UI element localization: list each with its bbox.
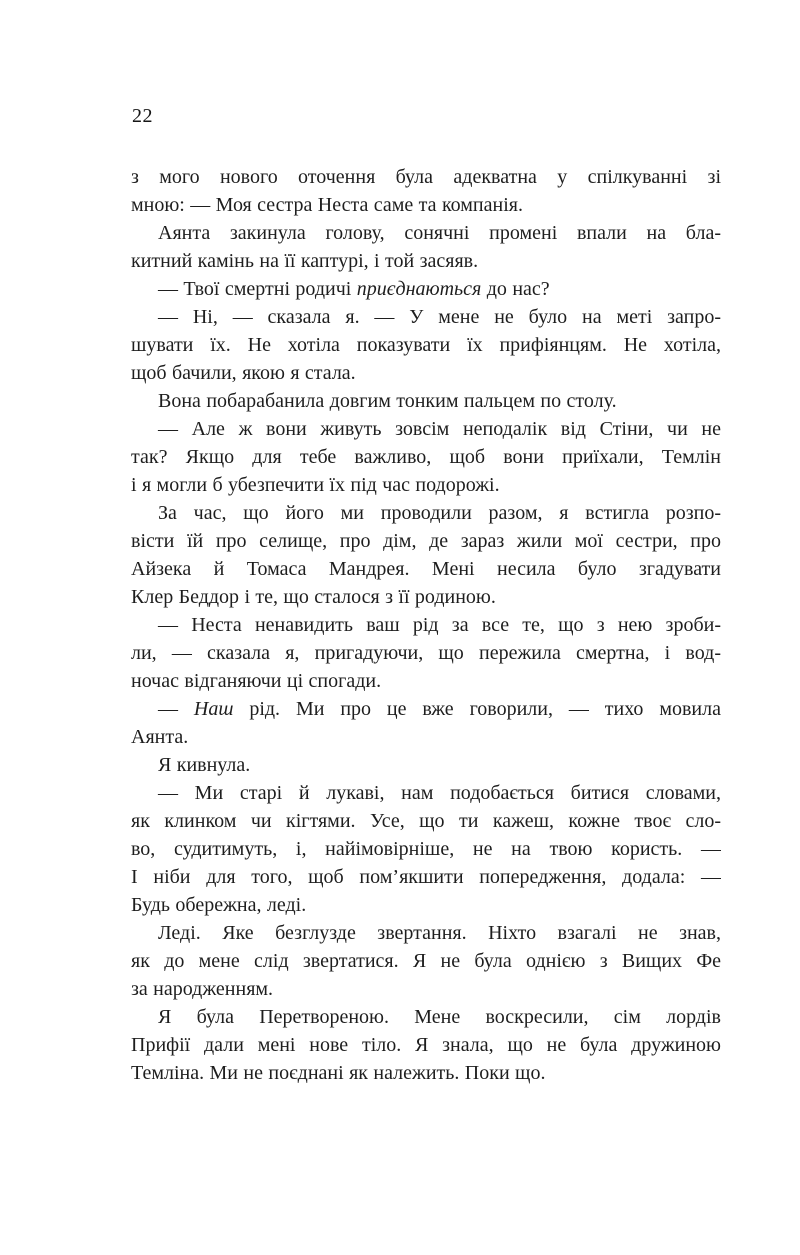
text-line — [131, 499, 721, 527]
text-segment: во, судитимуть, і, найімовірніше, не на твою користь. — — [131, 838, 721, 860]
text-line — [131, 1031, 721, 1059]
text-line — [131, 555, 721, 583]
text-segment: Темліна. Ми не поєднані як належить. Поки що. — [131, 1062, 546, 1084]
page-number: 22 — [132, 105, 153, 127]
text-segment: Леді. Яке безглузде звертання. Ніхто взагалі не знав, — [158, 922, 721, 944]
text-line — [131, 947, 721, 975]
text-line — [131, 219, 721, 247]
text-line — [131, 359, 721, 387]
text-segment: — Ми старі й лукаві, нам подобається битися словами, — [158, 782, 721, 804]
text-line — [131, 919, 721, 947]
text-segment: Будь обережна, леді. — [131, 894, 307, 916]
text-line — [131, 191, 721, 219]
text-segment: мною: — Моя сестра Неста саме та компанія. — [131, 194, 523, 216]
text-segment: — Твої смертні родичі — [158, 278, 357, 300]
text-line — [131, 751, 721, 779]
text-line — [131, 891, 721, 919]
text-line — [131, 163, 721, 191]
text-segment: щоб бачили, якою я стала. — [131, 362, 356, 384]
text-segment: шувати їх. Не хотіла показувати їх прифіянцям. Не хотіла, — [131, 334, 721, 356]
text-line — [131, 835, 721, 863]
text-segment: Аянта закинула голову, сонячні промені впали на бла- — [158, 222, 721, 244]
text-block — [131, 163, 721, 1087]
text-segment: з мого нового оточення була адекватна у спілкуванні зі — [131, 166, 721, 188]
text-line — [131, 443, 721, 471]
italic-text: приєднаються — [356, 278, 482, 300]
text-line — [131, 331, 721, 359]
text-segment: ли, — сказала я, пригадуючи, що пережила смертна, і вод- — [131, 642, 721, 664]
text-segment: вісти їй про селище, про дім, де зараз жили мої сестри, про — [131, 530, 721, 552]
text-line — [131, 303, 721, 331]
text-segment: як клинком чи кігтями. Усе, що ти кажеш, кожне твоє сло- — [131, 810, 721, 832]
text-segment: — Неста ненавидить ваш рід за все те, що з нею зроби- — [158, 614, 721, 636]
text-line — [131, 863, 721, 891]
text-segment: — Але ж вони живуть зовсім неподалік від Стіни, чи не — [158, 418, 721, 440]
text-segment: китний камінь на її каптурі, і той засяяв. — [131, 250, 479, 272]
text-segment: Айзека й Томаса Мандрея. Мені несила було згадувати — [131, 558, 721, 580]
text-line — [131, 723, 721, 751]
text-segment: Клер Беддор і те, що сталося з її родиною. — [131, 586, 496, 608]
text-line — [131, 275, 721, 303]
text-segment: Вона побарабанила довгим тонким пальцем по столу. — [158, 390, 617, 412]
text-segment: Прифії дали мені нове тіло. Я знала, що не була дружиною — [131, 1034, 721, 1056]
text-line — [131, 471, 721, 499]
text-line — [131, 583, 721, 611]
text-line — [131, 247, 721, 275]
text-segment: рід. Ми про це вже говорили, — тихо мовила — [233, 698, 721, 720]
text-line — [131, 1059, 721, 1087]
text-segment: Аянта. — [131, 726, 189, 748]
text-line — [131, 975, 721, 1003]
text-segment: так? Якщо для тебе важливо, щоб вони приїхали, Темлін — [131, 446, 721, 468]
text-segment: ночас відганяючи ці спогади. — [131, 670, 382, 692]
text-line — [131, 415, 721, 443]
text-segment: Я була Перетвореною. Мене воскресили, сім лордів — [158, 1006, 721, 1028]
text-line — [131, 695, 721, 723]
text-line — [131, 1003, 721, 1031]
italic-text: Наш — [193, 698, 234, 720]
text-line — [131, 387, 721, 415]
text-segment: За час, що його ми проводили разом, я встигла розпо- — [158, 502, 721, 524]
text-line — [131, 807, 721, 835]
text-line — [131, 667, 721, 695]
text-segment: І ніби для того, щоб пом’якшити попередження, додала: — — [131, 866, 721, 888]
text-line — [131, 779, 721, 807]
text-segment: як до мене слід звертатися. Я не була однією з Вищих Фе — [131, 950, 721, 972]
text-segment: за народженням. — [131, 978, 274, 1000]
text-segment: Я кивнула. — [158, 754, 251, 776]
text-segment: — Ні, — сказала я. — У мене не було на меті запро- — [158, 306, 721, 328]
text-segment: і я могли б убезпечити їх під час подорожі. — [131, 474, 500, 496]
text-segment: — — [158, 698, 194, 720]
text-line — [131, 611, 721, 639]
text-segment: до нас? — [481, 278, 550, 300]
text-line — [131, 527, 721, 555]
text-line — [131, 639, 721, 667]
